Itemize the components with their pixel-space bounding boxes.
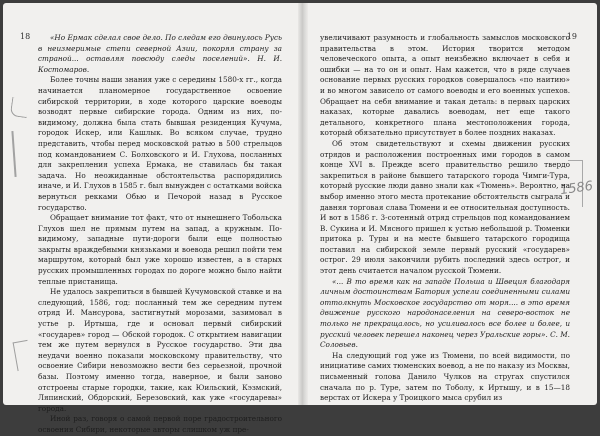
- paragraph: Более точны наши знания уже с середины 1580-х гг., когда начинается планомерное государственное освоение сибирской территории, в ходе которого царские воеводы возводят первые сибирские города. Одним из них, по-видимому, должна была стать бывшая резиденция Кучума, городок Искер, или Кашлык. Во всяком случае, трудно представить, чтобы перед московской ратью в 500 стрельцов под командованием С. Болховского и И. Глухова, посланных для закрепления успеха Ермака, не ставилась бы такая задача. Но неожиданные обстоятельства распорядились иначе, и И. Глухов в 1585 г. был вынужден с остатками войска вернуться рекками Обью и Печорой назад в Русское государство.: [38, 75, 282, 212]
- right-text-column: [320, 33, 570, 404]
- paragraph: На следующий год уже из Тюмени, по всей видимости, по инициативе самих тюменских воевод, а не по наказу из Москвы, письменный голова Данило Чулков на стругах спустился сначала по р. Туре, затем по Тоболу, к Иртышу, и в 15—18 верстах от Искера у Троицкого мыса срубил из: [320, 350, 570, 403]
- paragraph: Иной раз, говоря о самой первой поре градостроительного освоения Сибири, некоторые авторы слишком уж пре-: [38, 414, 282, 434]
- paragraph: Обращает внимание тот факт, что от нынешнего Тобольска Глухов шел не прямым путем на запад, а кружным. По-видимому, западные пути-дороги были еще полностью закрыты враждебными князьками и воевода решил пойти тем маршрутом, который был уже хорошо известен, а в старых русских промышленных городах по дороге можно было найти теплые пристанища.: [38, 213, 282, 286]
- right-page-number: 19: [566, 32, 577, 41]
- quote-kostomarov: «Но Ермак сделал свое дело. По следам его двинулось Русь в неизмеримые степи северной Азии, покоряя страну за страной... оставляя повсюду следы поселений». Н. И. Костомаров.: [38, 33, 282, 74]
- left-page-number: 18: [20, 32, 31, 41]
- paragraph: Об этом свидетельствуют и схемы движения русских отрядов и расположения построенных ими городов в самом конце XVI в. Прежде всего правительство решило твердо закрепиться в районе бывшего татарского города Чимги-Тура, который русские люди давно знали как «Тюмень». Вероятно, на выбор именно этого места протекание обстоятельств сыграла и давняя торговая слава Тюмени и ее относительная доступность. И вот в 1586 г. 3-сотенный отряд стрельцов под командованием В. Сукина и И. Мясного пришел к устью небольшой р. Тюменки притока р. Туры и на месте бывшего татарского городища поставил на сибирской земле первый русский «государев» острог. 29 июля закончили рубить последний здесь острог, и этот день считается началом русской Тюмени.: [320, 138, 570, 276]
- paragraph-continued: увеличивают разумность и глобальность замыслов московского правительства в этом. История творится методом человеческого опыта, а опыт неизбежно включает в себя и ошибки — на то он и опыт. Нам кажется, что в ряде случаев основание первых русских городков совершалось «по наитию» и во многом зависело от самого воеводы и его военных успехов. Обращает на себя внимание и такая деталь: в первых царских наказах, которые давались воеводам, нет еще такого детального, конкретного плана местоположения города, который обязательно присутствует в более поздних наказах.: [320, 33, 570, 138]
- pencil-bracket-mark: [13, 340, 33, 371]
- pencil-line-mark: [11, 131, 16, 177]
- handwritten-year-note: 1586: [559, 178, 594, 199]
- quote-solovyov: «... В то время как на западе Польша и Швеция благодаря личным достоинствам Батория успели соединенными силами оттолкнуть Московское государство от моря.... в это время движение русского народонаселения на северо-восток не только не прекращалось, но усиливалось все более и более, и русский человек перешел наконец через Уральские горы». С. М. Соловьев.: [320, 276, 570, 350]
- left-page: [3, 3, 298, 434]
- pencil-bracket-mark: [10, 97, 29, 118]
- book-spread: [3, 3, 597, 434]
- book-gutter: [298, 3, 308, 405]
- paragraph: Не удалось закрепиться в бывшей Кучумовской ставке и на следующий, 1586, год: посланный тем же середним путем отряд И. Мансурова, застигнутый морозами, зазимовал в устье р. Иртыша, где и основал первый сибирский «государев» город — Обской городок. С открытием навигации тем же путем вернулся в Русское государство. Эти два неудачи военно показали московскому правительству, что освоение Сибири невозможно вести без серьезной, прочной базы. Поэтому именно тогда, наверное, и были заново отстроены старые городки, такие, как Юильский, Кэзмский, Ляпинский, Обдорский, Березовский, как уже «государевы» города.: [38, 287, 282, 413]
- right-page: [308, 3, 597, 405]
- left-text-column: [38, 33, 282, 436]
